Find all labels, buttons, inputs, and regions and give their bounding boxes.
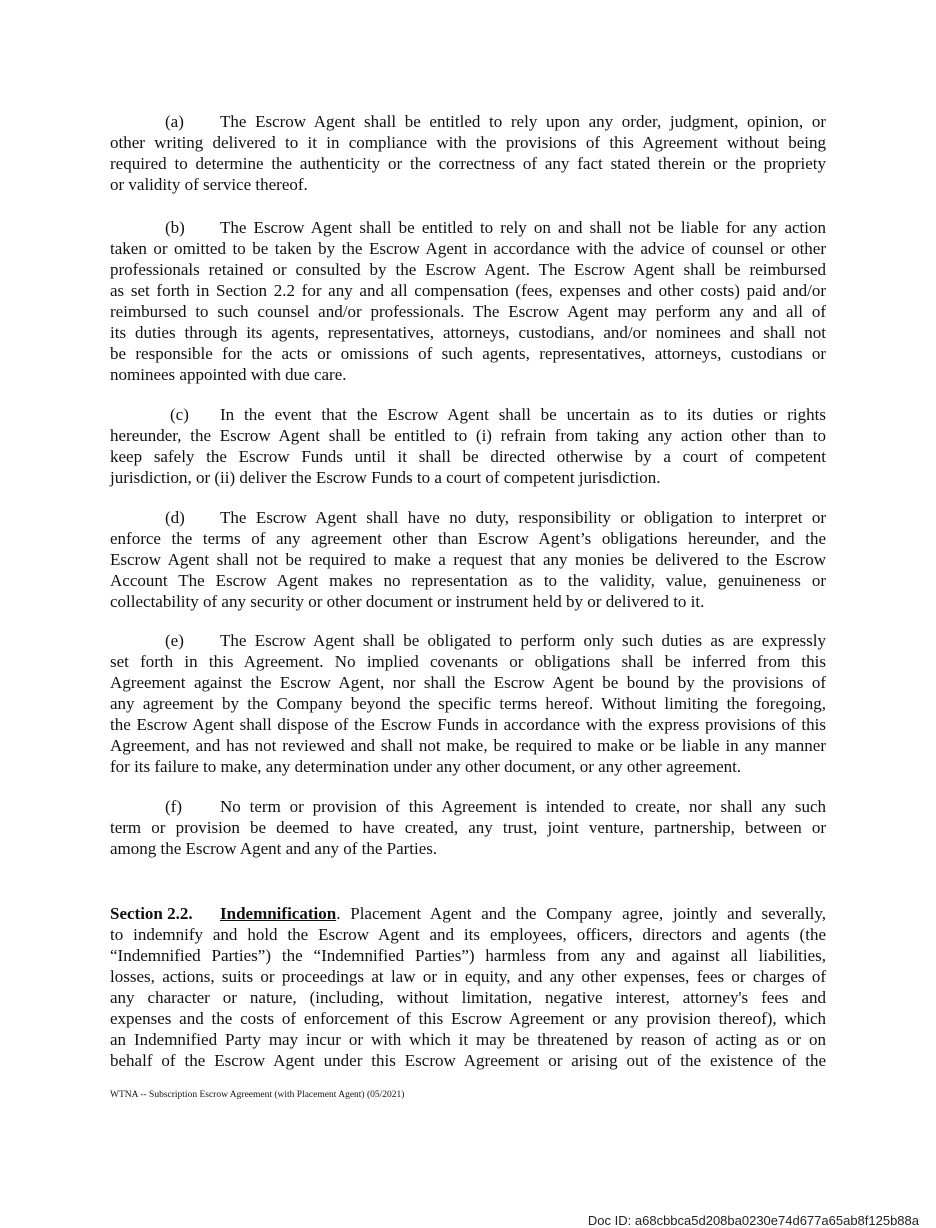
line-text: “Indemnified Parties”) the “Indemnified Parties”) harmless from any and against all liabilities, <box>110 946 826 965</box>
line-text: Agreement against the Escrow Agent, nor shall the Escrow Agent be bound by the provisions of <box>110 673 826 692</box>
line-text: collectability of any security or other document or instrument held by or delivered to it. <box>110 592 705 611</box>
text-line <box>110 404 826 425</box>
line-text: The Escrow Agent shall be entitled to rely on and shall not be liable for any action <box>220 218 826 237</box>
text-line <box>110 672 826 693</box>
text-line <box>110 280 826 301</box>
text-line <box>110 549 826 570</box>
text-line <box>110 343 826 364</box>
page-footer: WTNA -- Subscription Escrow Agreement (with Placement Agent) (05/2021) <box>110 1090 405 1100</box>
line-text: term or provision be deemed to have created, any trust, joint venture, partnership, between or <box>110 818 826 837</box>
text-line <box>110 714 826 735</box>
section-heading: Indemnification <box>220 904 337 923</box>
line-text: No term or provision of this Agreement is intended to create, nor shall any such <box>220 797 826 816</box>
section-number: Section 2.2. <box>110 904 193 923</box>
line-text: Escrow Agent shall not be required to make a request that any monies be delivered to the Escrow <box>110 550 826 569</box>
text-line <box>110 528 826 549</box>
text-line <box>110 591 826 612</box>
line-text: reimbursed to such counsel and/or professionals. The Escrow Agent may perform any and all of <box>110 302 826 321</box>
text-line <box>110 217 826 238</box>
line-text: be responsible for the acts or omissions of such agents, representatives, attorneys, custodians or <box>110 344 826 363</box>
line-text: an Indemnified Party may incur or with which it may be threatened by reason of acting as or on <box>110 1030 826 1049</box>
text-line <box>110 1029 826 1050</box>
paragraph-c <box>110 404 826 488</box>
line-text: or validity of service thereof. <box>110 175 308 194</box>
line-text: expenses and the costs of enforcement of this Escrow Agreement or any provision thereof), which <box>110 1009 826 1028</box>
text-line <box>110 132 826 153</box>
text-line <box>110 425 826 446</box>
line-text: its duties through its agents, representatives, attorneys, custodians, and/or nominees and shall not <box>110 323 826 342</box>
text-line <box>110 364 826 385</box>
paragraph-f <box>110 796 826 859</box>
text-line <box>110 507 826 528</box>
line-text: behalf of the Escrow Agent under this Escrow Agreement or arising out of the existence of the <box>110 1051 826 1070</box>
text-line <box>110 153 826 174</box>
paragraph-label: (e) <box>165 631 184 650</box>
line-text: taken or omitted to be taken by the Escrow Agent in accordance with the advice of counsel or other <box>110 239 826 258</box>
line-text: any agreement by the Company beyond the specific terms hereof. Without limiting the foregoing, <box>110 694 826 713</box>
text-line <box>110 796 826 817</box>
text-line <box>110 735 826 756</box>
line-text: to indemnify and hold the Escrow Agent and its employees, officers, directors and agents (the <box>110 925 826 944</box>
line-text: professionals retained or consulted by the Escrow Agent. The Escrow Agent shall be reimbursed <box>110 260 826 279</box>
text-line <box>110 838 826 859</box>
paragraph-b <box>110 217 826 385</box>
text-line <box>110 322 826 343</box>
text-line <box>110 1008 826 1029</box>
line-text: Agreement, and has not reviewed and shall not make, be required to make or be liable in any manner <box>110 736 826 755</box>
text-line <box>110 945 826 966</box>
section-2-2 <box>110 903 826 1071</box>
paragraph-label: (d) <box>165 508 185 527</box>
paragraph-label: (b) <box>165 218 185 237</box>
paragraph-a <box>110 111 826 195</box>
line-text: as set forth in Section 2.2 for any and all compensation (fees, expenses and other costs) paid and/or <box>110 281 826 300</box>
line-text: hereunder, the Escrow Agent shall be entitled to (i) refrain from taking any action other than to <box>110 426 826 445</box>
line-text: set forth in this Agreement. No implied covenants or obligations shall be inferred from this <box>110 652 826 671</box>
text-line <box>110 630 826 651</box>
text-line <box>110 238 826 259</box>
text-line <box>110 570 826 591</box>
text-line <box>110 174 826 195</box>
text-line <box>110 651 826 672</box>
doc-id: Doc ID: a68cbbca5d208ba0230e74d677a65ab8f125b88a <box>587 1213 919 1228</box>
line-text: . Placement Agent and the Company agree, jointly and severally, <box>336 904 826 923</box>
text-line <box>110 467 826 488</box>
line-text: enforce the terms of any agreement other than Escrow Agent’s obligations hereunder, and the <box>110 529 826 548</box>
text-line <box>110 756 826 777</box>
line-text: The Escrow Agent shall have no duty, responsibility or obligation to interpret or <box>220 508 826 527</box>
text-line <box>110 966 826 987</box>
paragraph-e <box>110 630 826 777</box>
text-line <box>110 817 826 838</box>
text-line <box>110 987 826 1008</box>
text-line <box>110 446 826 467</box>
text-line <box>110 903 826 924</box>
text-line <box>110 301 826 322</box>
line-text: other writing delivered to it in compliance with the provisions of this Agreement without being <box>110 133 826 152</box>
line-text: for its failure to make, any determination under any other document, or any other agreement. <box>110 757 742 776</box>
line-text: keep safely the Escrow Funds until it shall be directed otherwise by a court of competent <box>110 447 826 466</box>
text-line <box>110 259 826 280</box>
line-text: required to determine the authenticity or the correctness of any fact stated therein or the propriety <box>110 154 826 173</box>
line-text: losses, actions, suits or proceedings at law or in equity, and any other expenses, fees or charges of <box>110 967 826 986</box>
line-text: The Escrow Agent shall be obligated to perform only such duties as are expressly <box>220 631 826 650</box>
line-text: among the Escrow Agent and any of the Parties. <box>110 839 438 858</box>
line-text: jurisdiction, or (ii) deliver the Escrow Funds to a court of competent jurisdiction. <box>110 468 661 487</box>
line-text: nominees appointed with due care. <box>110 365 347 384</box>
line-text: In the event that the Escrow Agent shall be uncertain as to its duties or rights <box>220 405 826 424</box>
paragraph-d <box>110 507 826 612</box>
line-text: the Escrow Agent shall dispose of the Escrow Funds in accordance with the express provisions of this <box>110 715 826 734</box>
paragraph-label: (c) <box>170 405 189 424</box>
paragraph-label: (a) <box>165 112 184 131</box>
line-text: Account The Escrow Agent makes no representation as to the validity, value, genuineness or <box>110 571 826 590</box>
text-line <box>110 924 826 945</box>
line-text: The Escrow Agent shall be entitled to rely upon any order, judgment, opinion, or <box>220 112 826 131</box>
paragraph-label: (f) <box>165 797 182 816</box>
line-text: any character or nature, (including, without limitation, negative interest, attorney's fees and <box>110 988 826 1007</box>
text-line <box>110 1050 826 1071</box>
text-line <box>110 111 826 132</box>
text-line <box>110 693 826 714</box>
